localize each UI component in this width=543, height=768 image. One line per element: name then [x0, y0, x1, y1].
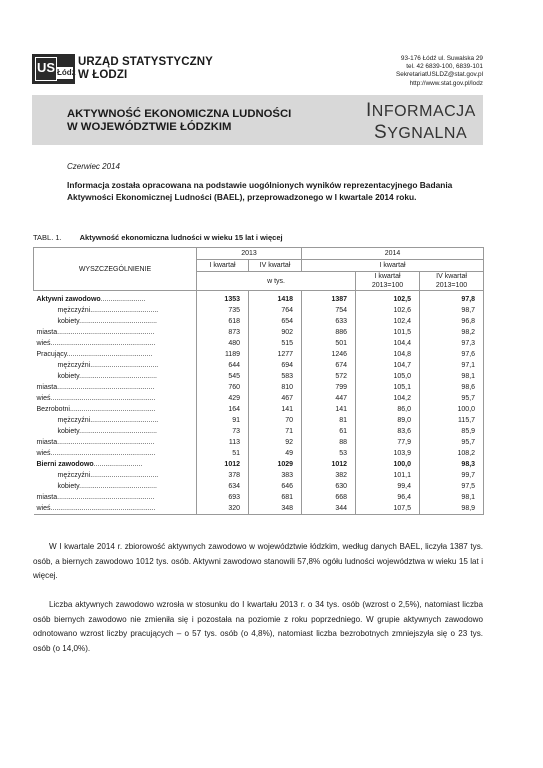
- table-cell: 1246: [302, 349, 356, 360]
- table-cell: 902: [249, 327, 302, 338]
- row-label-text: miasta: [36, 329, 58, 336]
- table-cell: 108,2: [420, 448, 484, 459]
- table-cell: 71: [249, 426, 302, 437]
- table-cell: 70: [249, 415, 302, 426]
- header-year-2014: 2014: [302, 248, 484, 260]
- table-cell: 583: [249, 371, 302, 382]
- table-cell: 105,1: [356, 382, 420, 393]
- table-cell: 754: [302, 305, 356, 316]
- table-cell: 1029: [249, 459, 302, 470]
- table-cell: 97,3: [420, 338, 484, 349]
- leader-dots: ......................................................: [50, 395, 156, 402]
- table-cell: 85,9: [420, 426, 484, 437]
- paragraph-1: W I kwartale 2014 r. zbiorowość aktywnych zawodowo w województwie łódzkim, według danych BAEL, liczyła 1387 tys. osób, a biernych zawodowo 1012 tys. osób. Aktywni zawodowo stanowili 57,8% ogółu ludności województwa w wieku 15 lat i więcej.: [33, 542, 483, 581]
- table-cell: 480: [197, 338, 249, 349]
- table-cell: 799: [302, 382, 356, 393]
- table-cell: 383: [249, 470, 302, 481]
- row-label: [34, 291, 197, 306]
- table-cell: 572: [302, 371, 356, 382]
- office-address: [396, 55, 483, 88]
- table-row: [34, 349, 484, 360]
- table-row: [34, 327, 484, 338]
- table-cell: 164: [197, 404, 249, 415]
- leader-dots: ........................................: [79, 318, 157, 325]
- table-cell: 105,0: [356, 371, 420, 382]
- office-name: [78, 56, 213, 82]
- row-label: [34, 382, 197, 393]
- table-row: [34, 426, 484, 437]
- leader-dots: ...................................: [90, 307, 159, 314]
- table-row: [34, 316, 484, 327]
- table-cell: 51: [197, 448, 249, 459]
- table-cell: 344: [302, 503, 356, 515]
- table-cell: 348: [249, 503, 302, 515]
- table-cell: 53: [302, 448, 356, 459]
- table-cell: 674: [302, 360, 356, 371]
- header-index-q1: I kwartał 2013=100: [356, 272, 420, 291]
- table-cell: 630: [302, 481, 356, 492]
- row-label-text: wieś: [36, 450, 51, 457]
- logo-st-mark: Łódź: [57, 68, 76, 77]
- table-cell: 73: [197, 426, 249, 437]
- row-label: [34, 481, 197, 492]
- table-cell: 681: [249, 492, 302, 503]
- row-label: [34, 415, 197, 426]
- table-cell: 633: [302, 316, 356, 327]
- row-label-text: Pracujący: [36, 351, 67, 358]
- table-caption: [33, 233, 283, 242]
- table-cell: 97,5: [420, 481, 484, 492]
- table-cell: 1012: [302, 459, 356, 470]
- leader-dots: .......................: [100, 296, 146, 303]
- leader-dots: ......................................................: [50, 450, 156, 457]
- document-title-line1: AKTYWNOŚĆ EKONOMICZNA LUDNOŚCI: [67, 108, 292, 120]
- office-name-line1: URZĄD STATYSTYCZNY: [78, 56, 213, 68]
- table-cell: 100,0: [420, 404, 484, 415]
- table-cell: 141: [249, 404, 302, 415]
- leader-dots: ..................................................: [57, 329, 155, 336]
- table-cell: 96,4: [356, 492, 420, 503]
- table-cell: 98,1: [420, 492, 484, 503]
- publication-date: Czerwiec 2014: [67, 162, 120, 171]
- table-cell: 100,0: [356, 459, 420, 470]
- table-cell: 101,1: [356, 470, 420, 481]
- table-cell: 95,7: [420, 437, 484, 448]
- table-cell: 1277: [249, 349, 302, 360]
- intro-text: [67, 180, 483, 203]
- row-label-text: miasta: [36, 494, 58, 501]
- leader-dots: ......................................................: [50, 340, 156, 347]
- header-year-2013: 2013: [197, 248, 302, 260]
- address-website[interactable]: http://www.stat.gov.pl/lodz: [409, 79, 483, 87]
- row-label: [34, 393, 197, 404]
- table-cell: 501: [302, 338, 356, 349]
- table-row: [34, 415, 484, 426]
- row-label-text: wieś: [36, 395, 51, 402]
- header-q4-2013: IV kwartał: [249, 260, 302, 272]
- row-label-text: kobiety: [57, 483, 80, 490]
- table-cell: 97,6: [420, 349, 484, 360]
- row-label: [34, 503, 197, 515]
- table-cell: 104,8: [356, 349, 420, 360]
- table-row: [34, 459, 484, 470]
- table-cell: 634: [197, 481, 249, 492]
- table-row: [34, 503, 484, 515]
- leader-dots: ........................................: [79, 483, 157, 490]
- table-cell: 96,8: [420, 316, 484, 327]
- table-cell: 98,3: [420, 459, 484, 470]
- table-cell: 97,8: [420, 291, 484, 306]
- table-cell: 104,2: [356, 393, 420, 404]
- row-label-text: Bezrobotni: [36, 406, 70, 413]
- table-cell: 113: [197, 437, 249, 448]
- table-row: [34, 360, 484, 371]
- table-cell: 694: [249, 360, 302, 371]
- row-label-text: miasta: [36, 384, 58, 391]
- table-cell: 1353: [197, 291, 249, 306]
- publication-type: [366, 100, 476, 144]
- table-cell: 97,1: [420, 360, 484, 371]
- table-cell: 98,9: [420, 503, 484, 515]
- table-cell: 49: [249, 448, 302, 459]
- row-label: [34, 437, 197, 448]
- table-cell: 98,7: [420, 305, 484, 316]
- publication-type-line1: INFORMACJA: [366, 100, 476, 121]
- table-cell: 429: [197, 393, 249, 404]
- table-cell: 102,4: [356, 316, 420, 327]
- leader-dots: ..................................................: [57, 439, 155, 446]
- row-label-text: Aktywni zawodowo: [36, 296, 101, 303]
- table-cell: 1012: [197, 459, 249, 470]
- table-cell: 654: [249, 316, 302, 327]
- table-cell: 378: [197, 470, 249, 481]
- table-cell: 515: [249, 338, 302, 349]
- row-label: [34, 371, 197, 382]
- leader-dots: ........................................: [79, 373, 157, 380]
- table-cell: 646: [249, 481, 302, 492]
- table-cell: 77,9: [356, 437, 420, 448]
- table-cell: 115,7: [420, 415, 484, 426]
- office-name-line2: W ŁODZI: [78, 69, 128, 81]
- table-cell: 92: [249, 437, 302, 448]
- table-cell: 98,2: [420, 327, 484, 338]
- table-cell: 103,9: [356, 448, 420, 459]
- table-cell: 83,6: [356, 426, 420, 437]
- table-cell: 95,7: [420, 393, 484, 404]
- table-cell: 98,1: [420, 371, 484, 382]
- table-row: [34, 481, 484, 492]
- table-label: TABL. 1.: [33, 233, 62, 242]
- header-units: w tys.: [197, 272, 356, 291]
- table-cell: 873: [197, 327, 249, 338]
- table-cell: 141: [302, 404, 356, 415]
- table-cell: 1189: [197, 349, 249, 360]
- table-cell: 99,4: [356, 481, 420, 492]
- row-label-text: mężczyźni: [57, 472, 91, 479]
- leader-dots: ............................................: [66, 351, 153, 358]
- row-label-text: kobiety: [57, 318, 80, 325]
- row-label-text: wieś: [36, 340, 51, 347]
- table-row: [34, 437, 484, 448]
- row-label-text: Bierni zawodowo: [36, 461, 94, 468]
- table-cell: 88: [302, 437, 356, 448]
- table-cell: 545: [197, 371, 249, 382]
- row-label: [34, 338, 197, 349]
- table-cell: 644: [197, 360, 249, 371]
- leader-dots: ..................................................: [57, 384, 155, 391]
- row-label-text: miasta: [36, 439, 58, 446]
- table-title: Aktywność ekonomiczna ludności w wieku 15 lat i więcej: [79, 233, 283, 242]
- row-label: [34, 448, 197, 459]
- row-label: [34, 426, 197, 437]
- header-index-q4: IV kwartał 2013=100: [420, 272, 484, 291]
- table-cell: 618: [197, 316, 249, 327]
- table-cell: 61: [302, 426, 356, 437]
- table-cell: 104,7: [356, 360, 420, 371]
- row-label-text: mężczyźni: [57, 307, 91, 314]
- row-label-text: kobiety: [57, 373, 80, 380]
- intro-lead: Informacja została opracowana na podstawie uogólnionych wyników reprezentacyjnego Badania Aktywności Ekonomicznej Ludności (BAEL), przeprowadzonego w: [67, 180, 453, 202]
- table-row: [34, 305, 484, 316]
- table-cell: 86,0: [356, 404, 420, 415]
- table-cell: 1418: [249, 291, 302, 306]
- document-title: [67, 108, 291, 134]
- table-cell: 467: [249, 393, 302, 404]
- address-email[interactable]: SekretariatUSLDZ@stat.gov.pl: [396, 71, 483, 79]
- table-cell: 760: [197, 382, 249, 393]
- table-row: [34, 404, 484, 415]
- row-label: [34, 470, 197, 481]
- table-row: [34, 291, 484, 306]
- row-label: [34, 349, 197, 360]
- table-cell: 668: [302, 492, 356, 503]
- table-cell: 91: [197, 415, 249, 426]
- table-row: [34, 371, 484, 382]
- table-row: [34, 393, 484, 404]
- table-cell: 104,4: [356, 338, 420, 349]
- logo-us-mark: US: [35, 57, 57, 81]
- leader-dots: ..................................................: [57, 494, 155, 501]
- table-cell: 101,5: [356, 327, 420, 338]
- table-cell: 81: [302, 415, 356, 426]
- intro-period: I kwartale 2014 roku.: [334, 191, 417, 202]
- row-label: [34, 327, 197, 338]
- document-title-line2: W WOJEWÓDZTWIE ŁÓDZKIM: [67, 121, 232, 133]
- table-cell: 1387: [302, 291, 356, 306]
- table-cell: 99,7: [420, 470, 484, 481]
- table-cell: 810: [249, 382, 302, 393]
- row-label: [34, 404, 197, 415]
- leader-dots: ........................................: [79, 428, 157, 435]
- table-cell: 764: [249, 305, 302, 316]
- activity-table: [33, 247, 484, 515]
- table-row: [34, 492, 484, 503]
- table-cell: 382: [302, 470, 356, 481]
- row-label: [34, 305, 197, 316]
- leader-dots: .........................: [93, 461, 143, 468]
- table-row: [34, 382, 484, 393]
- table-cell: 89,0: [356, 415, 420, 426]
- address-phone: tel. 42 6839-100, 6839-101: [406, 63, 483, 71]
- row-label-text: kobiety: [57, 428, 80, 435]
- table-cell: 735: [197, 305, 249, 316]
- paragraph-2: Liczba aktywnych zawodowo wzrosła w stosunku do I kwartału 2013 r. o 34 tys. osób (wzrost o 2,5%), natomiast liczba osób biernych zawodowo nie zmieniła się i pozostała na poziomie z roku poprzedniego. W grupie aktywnych zawodowo odnotowano wzrost liczby pracujących – o 57 tys. osób (o 4,8%), natomiast liczba bezrobotnych zmniejszyła się o 23 tys. osób (o 14,0%).: [33, 600, 483, 653]
- row-label: [34, 360, 197, 371]
- leader-dots: ...................................: [90, 417, 159, 424]
- stub-header: WYSZCZEGÓLNIENIE: [34, 248, 197, 291]
- table-row: [34, 448, 484, 459]
- leader-dots: ...................................: [90, 362, 159, 369]
- leader-dots: ...................................: [90, 472, 159, 479]
- publication-type-line2: SYGNALNA: [374, 122, 468, 143]
- table-cell: 320: [197, 503, 249, 515]
- row-label: [34, 459, 197, 470]
- header-q1-2013: I kwartał: [197, 260, 249, 272]
- table-cell: 107,5: [356, 503, 420, 515]
- row-label: [34, 316, 197, 327]
- header-q1-2014: I kwartał: [302, 260, 484, 272]
- table-cell: 693: [197, 492, 249, 503]
- table-cell: 102,5: [356, 291, 420, 306]
- table-cell: 886: [302, 327, 356, 338]
- address-street: 93-176 Łódź ul. Suwalska 29: [400, 55, 483, 62]
- table-cell: 98,6: [420, 382, 484, 393]
- table-cell: 102,6: [356, 305, 420, 316]
- row-label-text: mężczyźni: [57, 362, 91, 369]
- gus-logo: [32, 54, 75, 84]
- row-label-text: mężczyźni: [57, 417, 91, 424]
- table-cell: 447: [302, 393, 356, 404]
- leader-dots: ............................................: [69, 406, 156, 413]
- row-label-text: wieś: [36, 505, 51, 512]
- table-row: [34, 338, 484, 349]
- table-row: [34, 470, 484, 481]
- leader-dots: ......................................................: [50, 505, 156, 512]
- row-label: [34, 492, 197, 503]
